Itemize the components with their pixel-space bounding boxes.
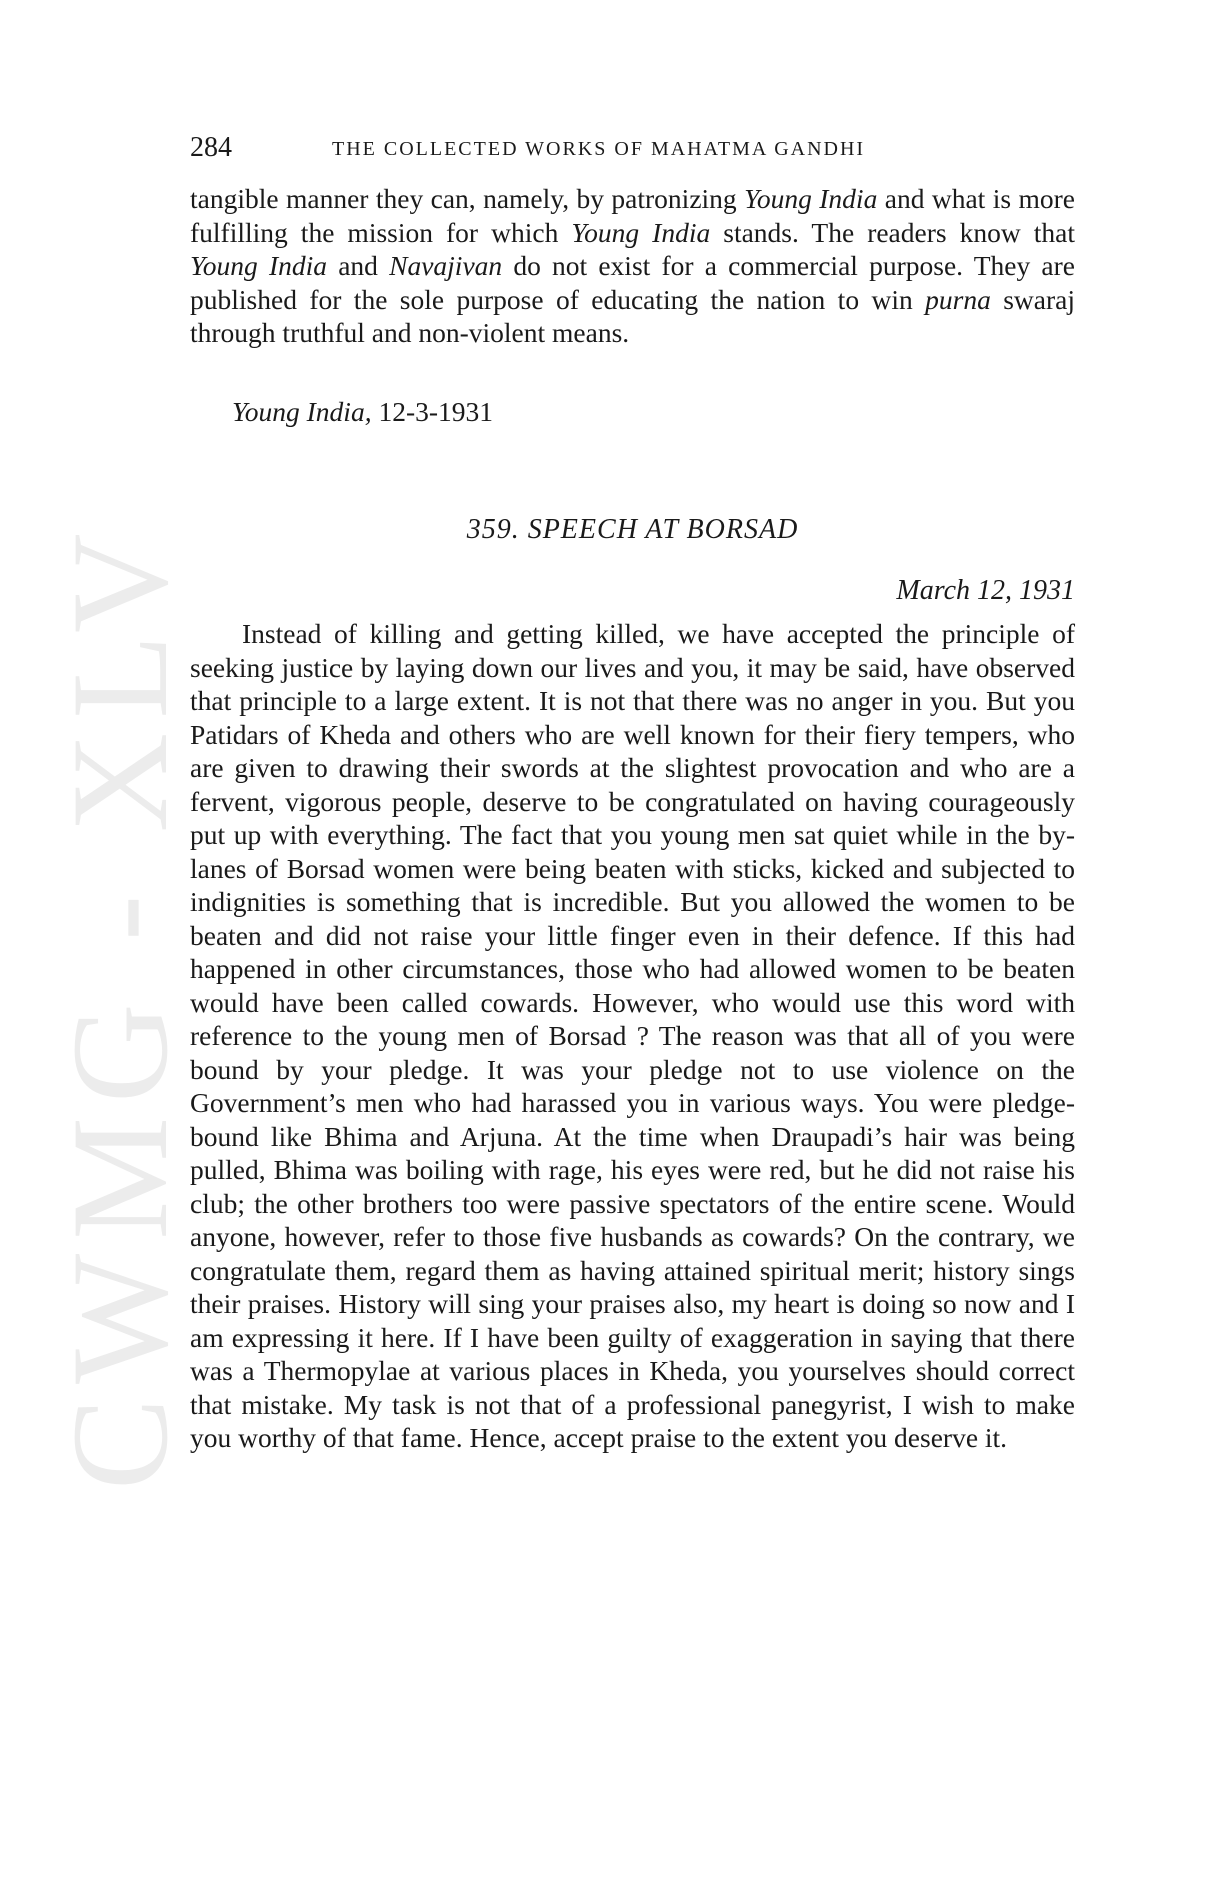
speech-paragraph: Instead of killing and getting killed, we have accepted the principle of seeking justice by laying down our lives and you, it may be said, have observed that principle to a large extent. It is not that there was no anger in you. But you Patidars of Kheda and others who are well known for their fiery tempers, who are given to drawing their swords at the slightest provocation and who are a fervent, vigorous people, deserve to be congratulated on having courageously put up with everything. The fact that you young men sat quiet while in the by-lanes of Borsad women were being beaten with sticks, kicked and subjected to indignities is something that is incredible. But you allowed the women to be beaten and did not raise your little finger even in their defence. If this had happened in other circumstances, those who had allowed women to be beaten would have been called cowards. However, who would use this word with reference to the young men of Borsad ? The reason was that all of you were bound by your pledge. It was your pledge not to use violence on the Government’s men who had harassed you in various ways. You were pledge-bound like Bhima and Arjuna. At the time when Draupadi’s hair was being pulled, Bhima was boiling with rage, his eyes were red, but he did not raise his club; the other brothers too were passive spectators of the entire scene. Would anyone, however, refer to those five husbands as cowards? On the contrary, we congratulate them, regard them as having attained spiritual merit; history sings their praises. History will sing your praises also, my heart is doing so now and I am expressing it here. If I have been guilty of exaggeration in saying that there was a Thermopylae at various places in Kheda, you yourselves should correct that mistake. My task is not that of a professional panegyrist, I wish to make you worthy of that fame. Hence, accept praise to the extent you deserve it.: [190, 618, 1075, 1453]
intro-text-run: and what is more fulfilling the mission for which: [190, 183, 1075, 248]
section-date: March 12, 1931: [896, 575, 1075, 606]
source-citation: [232, 396, 493, 428]
intro-text-run: and: [327, 250, 390, 281]
watermark: CWMG - XLV: [43, 519, 196, 1490]
intro-paragraph: [190, 182, 1075, 350]
intro-text-run: do not exist for a commercial purpose. They are published for the sole purpose of educating the nation to win: [190, 250, 1075, 315]
source-date: 12-3-1931: [371, 396, 494, 427]
publication-name: Young India: [190, 250, 328, 281]
page-header: [190, 132, 1080, 168]
section-title: 359. SPEECH AT BORSAD: [466, 514, 799, 545]
italic-term: purna: [925, 283, 991, 315]
intro-text-run: tangible manner they can, namely, by patronizing: [190, 183, 745, 214]
page-number: 284: [190, 132, 232, 163]
publication-name: Navajivan: [389, 250, 503, 281]
running-head: THE COLLECTED WORKS OF MAHATMA GANDHI: [332, 138, 866, 160]
publication-name: Young India: [744, 183, 878, 214]
speech-body: [190, 617, 1075, 1455]
publication-name: Young India: [571, 216, 711, 248]
intro-text-run: swaraj through truthful and non-violent means.: [190, 283, 1075, 348]
intro-text-run: stands. The readers know that: [710, 216, 1075, 248]
source-publication: Young India,: [232, 396, 372, 427]
intro-text: [190, 182, 1075, 350]
